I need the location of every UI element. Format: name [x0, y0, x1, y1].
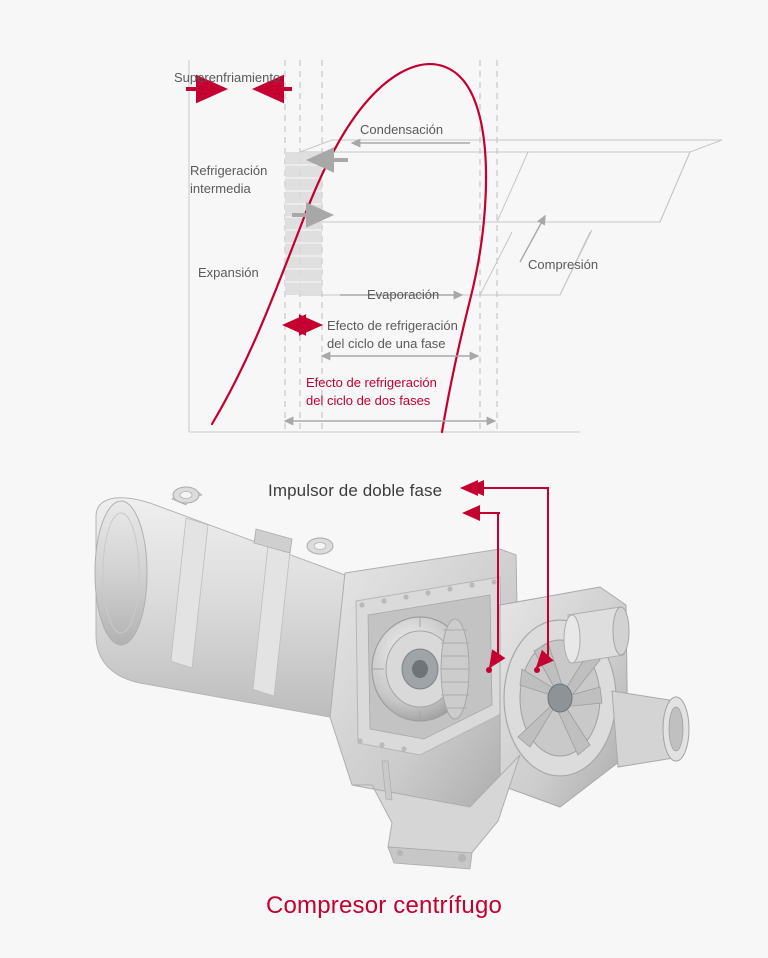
- label-intercooling-line2: intermedia: [190, 181, 251, 196]
- label-two-stage-line1: Efecto de refrigeración: [306, 375, 437, 390]
- ph-cycle-diagram: [0, 0, 768, 460]
- label-single-stage-line2: del ciclo de una fase: [327, 336, 446, 351]
- label-intercooling-line1: Refrigeración: [190, 163, 268, 178]
- label-condensation: Condensación: [360, 122, 444, 137]
- figure-caption: Compresor centrífugo: [265, 892, 503, 919]
- label-evaporation: Evaporación: [367, 287, 440, 302]
- centrifugal-compressor-illustration: [0, 455, 768, 875]
- label-expansion: Expansión: [198, 265, 259, 280]
- impeller-callout-label: Impulsor de doble fase: [268, 481, 443, 500]
- label-subcooling: Superenfriamiento: [174, 70, 281, 85]
- label-single-stage-line1: Efecto de refrigeración: [327, 318, 458, 333]
- label-two-stage-line2: del ciclo de dos fases: [306, 393, 431, 408]
- label-compression: Compresión: [528, 257, 599, 272]
